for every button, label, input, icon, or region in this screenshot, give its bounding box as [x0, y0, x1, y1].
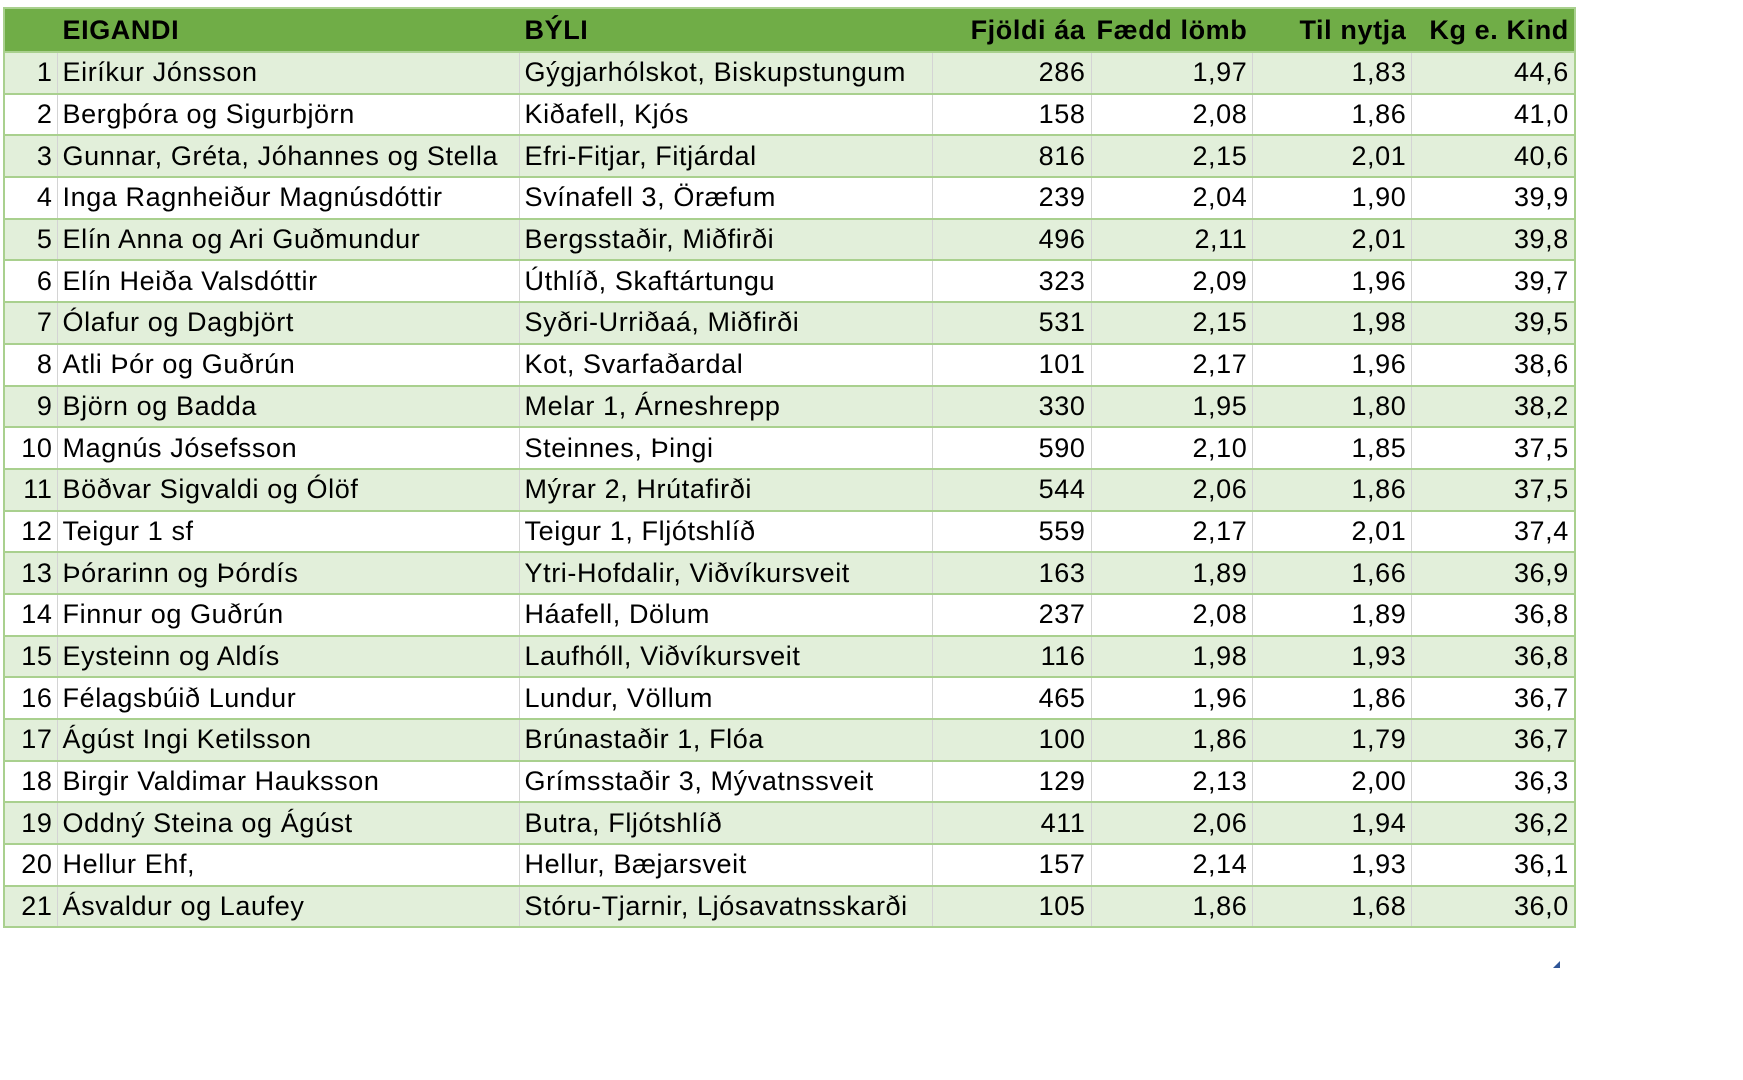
kg-cell[interactable]: 36,7: [1412, 677, 1575, 719]
row-number-cell[interactable]: 2: [4, 94, 57, 136]
table-row: [4, 594, 1575, 636]
eigandi-cell[interactable]: Elín Heiða Valsdóttir: [57, 260, 519, 302]
kg-cell[interactable]: 36,8: [1412, 636, 1575, 678]
faedd-cell[interactable]: 2,17: [1091, 344, 1253, 386]
til-nytja-cell[interactable]: 1,86: [1253, 677, 1412, 719]
faedd-cell[interactable]: 1,95: [1091, 386, 1253, 428]
row-number-cell[interactable]: 7: [4, 302, 57, 344]
faedd-cell[interactable]: 1,89: [1091, 552, 1253, 594]
fjoldi-cell[interactable]: 531: [932, 302, 1091, 344]
table-row: [4, 469, 1575, 511]
table-resize-handle[interactable]: [1553, 961, 1560, 968]
table-row: [4, 219, 1575, 261]
til-nytja-cell[interactable]: 1,90: [1253, 177, 1412, 219]
table-row: [4, 386, 1575, 428]
byli-cell[interactable]: Laufhóll, Viðvíkursveit: [519, 636, 932, 678]
til-nytja-cell[interactable]: 1,80: [1253, 386, 1412, 428]
kg-cell[interactable]: 37,5: [1412, 427, 1575, 469]
faedd-cell[interactable]: 2,08: [1091, 94, 1253, 136]
eigandi-cell[interactable]: Oddný Steina og Ágúst: [57, 802, 519, 844]
row-number-cell[interactable]: 9: [4, 386, 57, 428]
til-nytja-cell[interactable]: 1,86: [1253, 94, 1412, 136]
faedd-cell[interactable]: 2,10: [1091, 427, 1253, 469]
til-nytja-cell[interactable]: 1,68: [1253, 886, 1412, 928]
til-nytja-cell[interactable]: 1,96: [1253, 344, 1412, 386]
byli-cell[interactable]: Teigur 1, Fljótshlíð: [519, 511, 932, 553]
faedd-cell[interactable]: 2,13: [1091, 761, 1253, 803]
row-number-cell[interactable]: 20: [4, 844, 57, 886]
fjoldi-cell[interactable]: 239: [932, 177, 1091, 219]
eigandi-cell[interactable]: Hellur Ehf,: [57, 844, 519, 886]
table-row: [4, 802, 1575, 844]
fjoldi-cell[interactable]: 158: [932, 94, 1091, 136]
table-row: [4, 260, 1575, 302]
faedd-cell[interactable]: 1,97: [1091, 52, 1253, 94]
eigandi-cell[interactable]: Bergþóra og Sigurbjörn: [57, 94, 519, 136]
table-row: [4, 52, 1575, 94]
kg-cell[interactable]: 36,8: [1412, 594, 1575, 636]
til-nytja-cell[interactable]: 1,86: [1253, 469, 1412, 511]
kg-cell[interactable]: 39,7: [1412, 260, 1575, 302]
row-number-cell[interactable]: 21: [4, 886, 57, 928]
table-row: [4, 761, 1575, 803]
fjoldi-cell[interactable]: 323: [932, 260, 1091, 302]
kg-cell[interactable]: 36,1: [1412, 844, 1575, 886]
byli-cell[interactable]: Úthlíð, Skaftártungu: [519, 260, 932, 302]
byli-cell[interactable]: Grímsstaðir 3, Mývatnssveit: [519, 761, 932, 803]
til-nytja-cell[interactable]: 1,66: [1253, 552, 1412, 594]
kg-cell[interactable]: 38,2: [1412, 386, 1575, 428]
til-nytja-cell[interactable]: 1,96: [1253, 260, 1412, 302]
fjoldi-cell[interactable]: 465: [932, 677, 1091, 719]
kg-cell[interactable]: 38,6: [1412, 344, 1575, 386]
eigandi-cell[interactable]: Ágúst Ingi Ketilsson: [57, 719, 519, 761]
kg-cell[interactable]: 40,6: [1412, 135, 1575, 177]
table-row: [4, 427, 1575, 469]
header-eigandi[interactable]: EIGANDI: [57, 8, 519, 52]
til-nytja-cell[interactable]: 1,93: [1253, 636, 1412, 678]
fjoldi-cell[interactable]: 496: [932, 219, 1091, 261]
fjoldi-cell[interactable]: 559: [932, 511, 1091, 553]
faedd-cell[interactable]: 2,04: [1091, 177, 1253, 219]
table-row: [4, 719, 1575, 761]
header-rownum: [4, 8, 57, 52]
table-row: [4, 302, 1575, 344]
fjoldi-cell[interactable]: 286: [932, 52, 1091, 94]
table-row: [4, 177, 1575, 219]
byli-cell[interactable]: Háafell, Dölum: [519, 594, 932, 636]
faedd-cell[interactable]: 2,11: [1091, 219, 1253, 261]
kg-cell[interactable]: 37,5: [1412, 469, 1575, 511]
til-nytja-cell[interactable]: 2,00: [1253, 761, 1412, 803]
header-kg[interactable]: Kg e. Kind: [1412, 8, 1575, 52]
faedd-cell[interactable]: 1,96: [1091, 677, 1253, 719]
row-number-cell[interactable]: 15: [4, 636, 57, 678]
row-number-cell[interactable]: 5: [4, 219, 57, 261]
eigandi-cell[interactable]: Ólafur og Dagbjört: [57, 302, 519, 344]
byli-cell[interactable]: Butra, Fljótshlíð: [519, 802, 932, 844]
byli-cell[interactable]: Kot, Svarfaðardal: [519, 344, 932, 386]
faedd-cell[interactable]: 1,86: [1091, 886, 1253, 928]
fjoldi-cell[interactable]: 116: [932, 636, 1091, 678]
table-row: [4, 636, 1575, 678]
fjoldi-cell[interactable]: 411: [932, 802, 1091, 844]
eigandi-cell[interactable]: Inga Ragnheiður Magnúsdóttir: [57, 177, 519, 219]
til-nytja-cell[interactable]: 1,83: [1253, 52, 1412, 94]
fjoldi-cell[interactable]: 101: [932, 344, 1091, 386]
kg-cell[interactable]: 36,3: [1412, 761, 1575, 803]
row-number-cell[interactable]: 11: [4, 469, 57, 511]
faedd-cell[interactable]: 2,08: [1091, 594, 1253, 636]
eigandi-cell[interactable]: Böðvar Sigvaldi og Ólöf: [57, 469, 519, 511]
row-number-cell[interactable]: 19: [4, 802, 57, 844]
faedd-cell[interactable]: 2,17: [1091, 511, 1253, 553]
byli-cell[interactable]: Efri-Fitjar, Fitjárdal: [519, 135, 932, 177]
eigandi-cell[interactable]: Björn og Badda: [57, 386, 519, 428]
kg-cell[interactable]: 39,8: [1412, 219, 1575, 261]
eigandi-cell[interactable]: Elín Anna og Ari Guðmundur: [57, 219, 519, 261]
faedd-cell[interactable]: 1,86: [1091, 719, 1253, 761]
fjoldi-cell[interactable]: 163: [932, 552, 1091, 594]
table-row: [4, 344, 1575, 386]
faedd-cell[interactable]: 2,09: [1091, 260, 1253, 302]
row-number-cell[interactable]: 1: [4, 52, 57, 94]
kg-cell[interactable]: 39,9: [1412, 177, 1575, 219]
byli-cell[interactable]: Brúnastaðir 1, Flóa: [519, 719, 932, 761]
row-number-cell[interactable]: 16: [4, 677, 57, 719]
faedd-cell[interactable]: 2,15: [1091, 135, 1253, 177]
fjoldi-cell[interactable]: 590: [932, 427, 1091, 469]
table-row: [4, 135, 1575, 177]
eigandi-cell[interactable]: Finnur og Guðrún: [57, 594, 519, 636]
table-row: [4, 552, 1575, 594]
row-number-cell[interactable]: 12: [4, 511, 57, 553]
row-number-cell[interactable]: 14: [4, 594, 57, 636]
fjoldi-cell[interactable]: 105: [932, 886, 1091, 928]
til-nytja-cell[interactable]: 2,01: [1253, 511, 1412, 553]
byli-cell[interactable]: Lundur, Völlum: [519, 677, 932, 719]
faedd-cell[interactable]: 1,98: [1091, 636, 1253, 678]
kg-cell[interactable]: 36,2: [1412, 802, 1575, 844]
byli-cell[interactable]: Kiðafell, Kjós: [519, 94, 932, 136]
eigandi-cell[interactable]: Magnús Jósefsson: [57, 427, 519, 469]
eigandi-cell[interactable]: Birgir Valdimar Hauksson: [57, 761, 519, 803]
table-row: [4, 886, 1575, 928]
eigandi-cell[interactable]: Ásvaldur og Laufey: [57, 886, 519, 928]
kg-cell[interactable]: 39,5: [1412, 302, 1575, 344]
faedd-cell[interactable]: 2,14: [1091, 844, 1253, 886]
header-row: [4, 8, 1575, 52]
ranking-table: [3, 7, 1576, 928]
header-faedd[interactable]: Fædd lömb: [1091, 8, 1253, 52]
eigandi-cell[interactable]: Eiríkur Jónsson: [57, 52, 519, 94]
til-nytja-cell[interactable]: 2,01: [1253, 135, 1412, 177]
table-row: [4, 511, 1575, 553]
til-nytja-cell[interactable]: 1,98: [1253, 302, 1412, 344]
byli-cell[interactable]: Hellur, Bæjarsveit: [519, 844, 932, 886]
table-row: [4, 844, 1575, 886]
byli-cell[interactable]: Gýgjarhólskot, Biskupstungum: [519, 52, 932, 94]
table-row: [4, 677, 1575, 719]
fjoldi-cell[interactable]: 129: [932, 761, 1091, 803]
byli-cell[interactable]: Steinnes, Þingi: [519, 427, 932, 469]
row-number-cell[interactable]: 10: [4, 427, 57, 469]
byli-cell[interactable]: Mýrar 2, Hrútafirði: [519, 469, 932, 511]
fjoldi-cell[interactable]: 330: [932, 386, 1091, 428]
til-nytja-cell[interactable]: 1,79: [1253, 719, 1412, 761]
til-nytja-cell[interactable]: 2,01: [1253, 219, 1412, 261]
fjoldi-cell[interactable]: 544: [932, 469, 1091, 511]
eigandi-cell[interactable]: Gunnar, Gréta, Jóhannes og Stella: [57, 135, 519, 177]
byli-cell[interactable]: Ytri-Hofdalir, Viðvíkursveit: [519, 552, 932, 594]
header-fjoldi[interactable]: Fjöldi áa: [932, 8, 1091, 52]
row-number-cell[interactable]: 8: [4, 344, 57, 386]
fjoldi-cell[interactable]: 100: [932, 719, 1091, 761]
header-til-nytja[interactable]: Til nytja: [1253, 8, 1412, 52]
fjoldi-cell[interactable]: 237: [932, 594, 1091, 636]
row-number-cell[interactable]: 13: [4, 552, 57, 594]
fjoldi-cell[interactable]: 157: [932, 844, 1091, 886]
row-number-cell[interactable]: 17: [4, 719, 57, 761]
kg-cell[interactable]: 36,9: [1412, 552, 1575, 594]
kg-cell[interactable]: 37,4: [1412, 511, 1575, 553]
byli-cell[interactable]: Stóru-Tjarnir, Ljósavatnsskarði: [519, 886, 932, 928]
kg-cell[interactable]: 44,6: [1412, 52, 1575, 94]
byli-cell[interactable]: Svínafell 3, Öræfum: [519, 177, 932, 219]
kg-cell[interactable]: 36,0: [1412, 886, 1575, 928]
til-nytja-cell[interactable]: 1,93: [1253, 844, 1412, 886]
row-number-cell[interactable]: 18: [4, 761, 57, 803]
byli-cell[interactable]: Melar 1, Árneshrepp: [519, 386, 932, 428]
faedd-cell[interactable]: 2,06: [1091, 469, 1253, 511]
til-nytja-cell[interactable]: 1,94: [1253, 802, 1412, 844]
header-byli[interactable]: BÝLI: [519, 8, 932, 52]
kg-cell[interactable]: 36,7: [1412, 719, 1575, 761]
faedd-cell[interactable]: 2,06: [1091, 802, 1253, 844]
til-nytja-cell[interactable]: 1,89: [1253, 594, 1412, 636]
til-nytja-cell[interactable]: 1,85: [1253, 427, 1412, 469]
eigandi-cell[interactable]: Félagsbúið Lundur: [57, 677, 519, 719]
eigandi-cell[interactable]: Eysteinn og Aldís: [57, 636, 519, 678]
eigandi-cell[interactable]: Teigur 1 sf: [57, 511, 519, 553]
fjoldi-cell[interactable]: 816: [932, 135, 1091, 177]
faedd-cell[interactable]: 2,15: [1091, 302, 1253, 344]
row-number-cell[interactable]: 4: [4, 177, 57, 219]
byli-cell[interactable]: Bergsstaðir, Miðfirði: [519, 219, 932, 261]
kg-cell[interactable]: 41,0: [1412, 94, 1575, 136]
eigandi-cell[interactable]: Atli Þór og Guðrún: [57, 344, 519, 386]
eigandi-cell[interactable]: Þórarinn og Þórdís: [57, 552, 519, 594]
row-number-cell[interactable]: 3: [4, 135, 57, 177]
row-number-cell[interactable]: 6: [4, 260, 57, 302]
table-row: [4, 94, 1575, 136]
byli-cell[interactable]: Syðri-Urriðaá, Miðfirði: [519, 302, 932, 344]
